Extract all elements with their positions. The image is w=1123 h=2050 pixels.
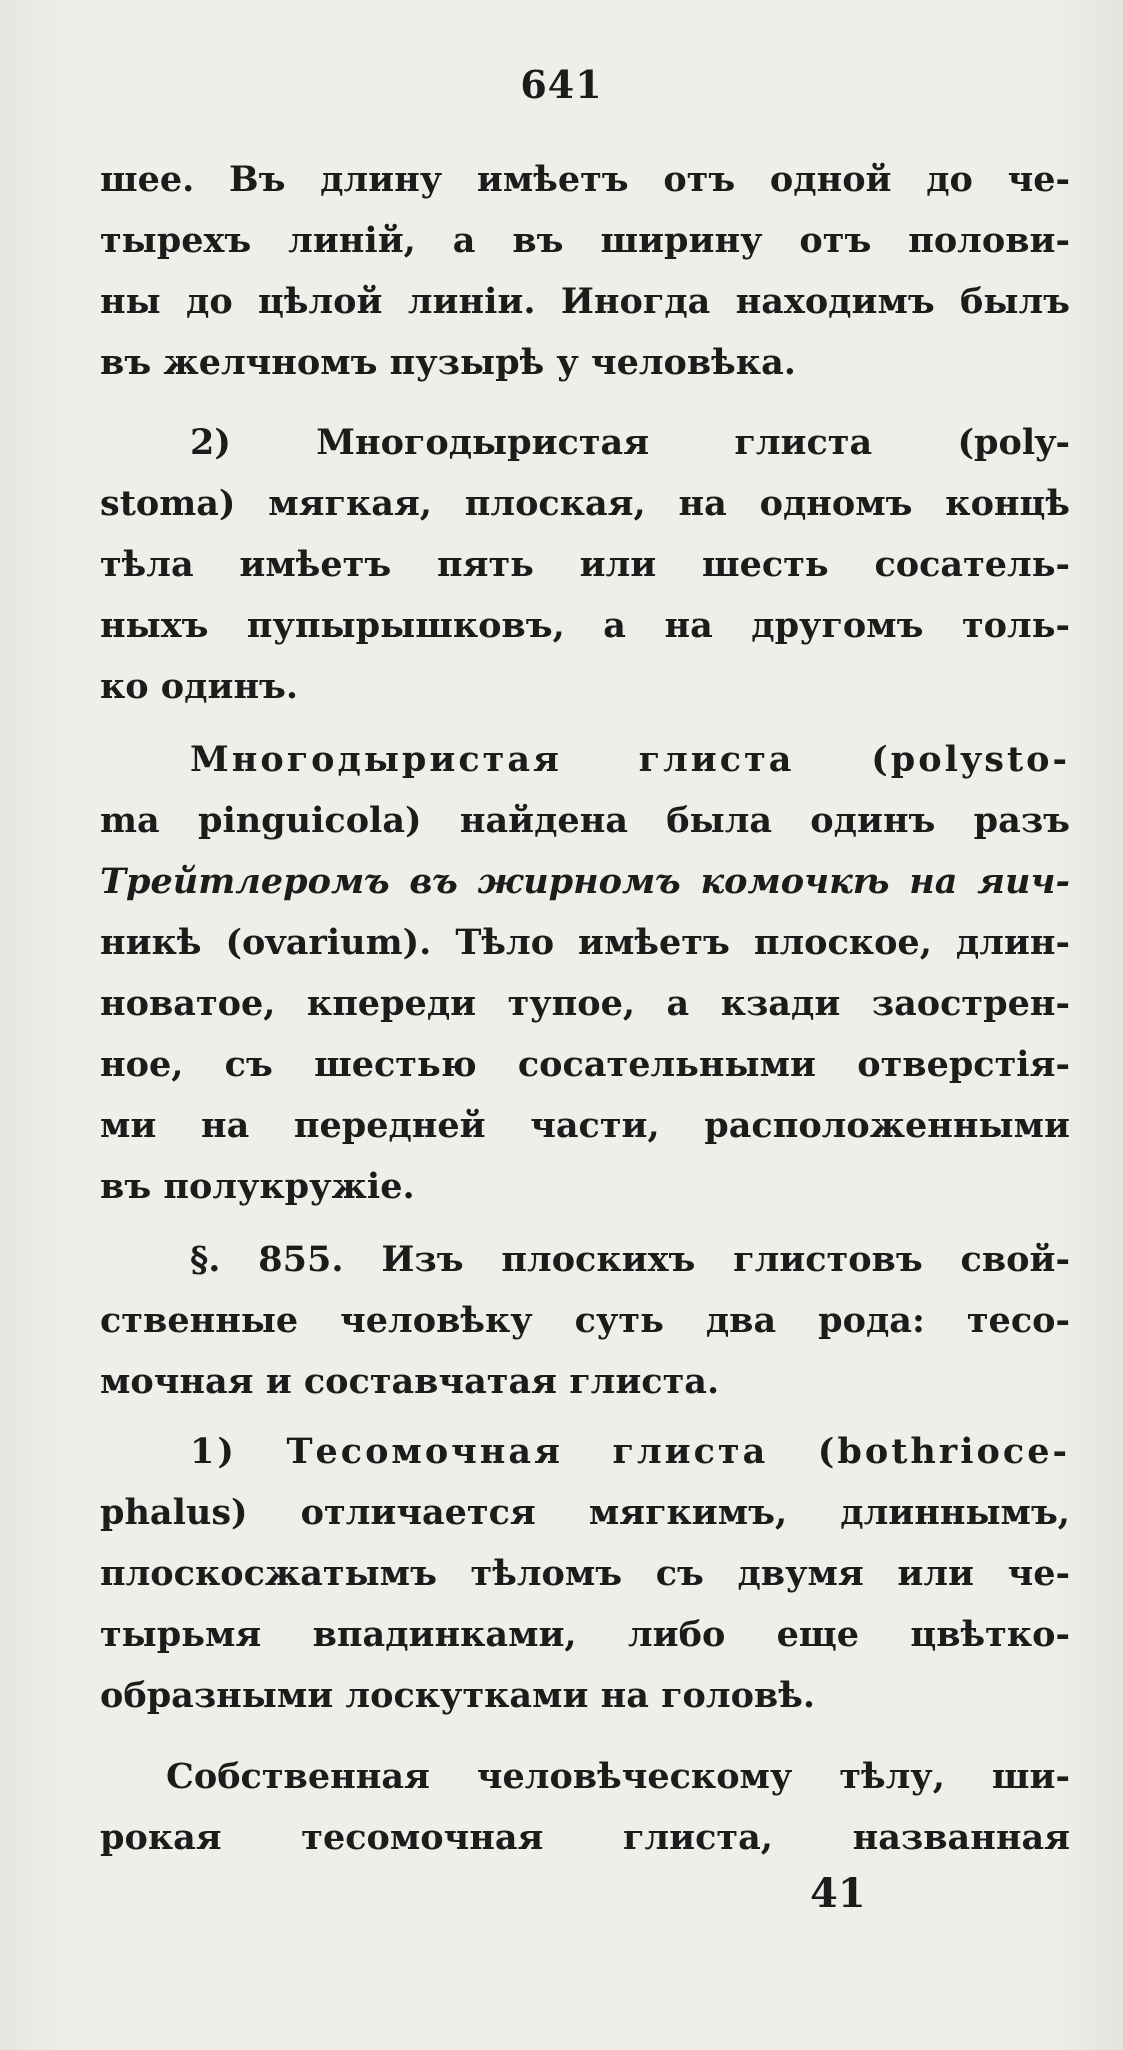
text-line: ное, съ шестью сосательными отверстія- — [100, 1044, 1070, 1085]
page-number: 641 — [520, 62, 603, 107]
signature-mark: 41 — [810, 1870, 866, 1917]
text-line: образными лоскутками на головѣ. — [100, 1675, 816, 1716]
text-line: тырьмя впадинками, либо еще цвѣтко- — [100, 1614, 1070, 1655]
text-line: тѣла имѣетъ пять или шесть сосатель- — [100, 544, 1070, 585]
text-line: мочная и составчатая глиста. — [100, 1361, 720, 1402]
text-line: Многодыристая глиста (polysto- — [190, 739, 1070, 780]
text-line: ко одинъ. — [100, 666, 299, 707]
text-line: ственные человѣку суть два рода: тесо- — [100, 1300, 1070, 1341]
text-line: плоскосжатымъ тѣломъ съ двумя или че- — [100, 1553, 1070, 1594]
text-line: Собственная человѣческому тѣлу, ши- — [166, 1756, 1070, 1797]
text-line: stoma) мягкая, плоская, на одномъ концѣ — [100, 483, 1070, 524]
text-line: новатое, кпереди тупое, а кзади заострен- — [100, 983, 1070, 1024]
text-line: phalus) отличается мягкимъ, длиннымъ, — [100, 1492, 1070, 1533]
text-line: ныхъ пупырышковъ, а на другомъ толь- — [100, 605, 1070, 646]
text-line: 2) Многодыристая глиста (poly- — [190, 422, 1070, 463]
text-line: въ полукружіе. — [100, 1166, 415, 1207]
text-line: §. 855. Изъ плоскихъ глистовъ свой- — [190, 1239, 1070, 1280]
text-line: ны до цѣлой линіи. Иногда находимъ былъ — [100, 281, 1070, 322]
text-line: въ желчномъ пузырѣ у человѣка. — [100, 342, 796, 383]
text-line: ми на передней части, расположенными — [100, 1105, 1070, 1146]
text-line: Трейтлеромъ въ жирномъ комочкѣ на яич- — [100, 861, 1070, 902]
text-line: рокая тесомочная глиста, названная — [100, 1817, 1070, 1858]
text-line: тырехъ линій, а въ ширину отъ полови- — [100, 220, 1070, 261]
text-line: шее. Въ длину имѣетъ отъ одной до че- — [100, 159, 1070, 200]
text-line: никѣ (ovarium). Тѣло имѣетъ плоское, длин- — [100, 922, 1070, 963]
text-line: ma pinguicola) найдена была одинъ разъ — [100, 800, 1070, 841]
text-line: 1) Тесомочная глиста (bothrioce- — [190, 1431, 1070, 1472]
